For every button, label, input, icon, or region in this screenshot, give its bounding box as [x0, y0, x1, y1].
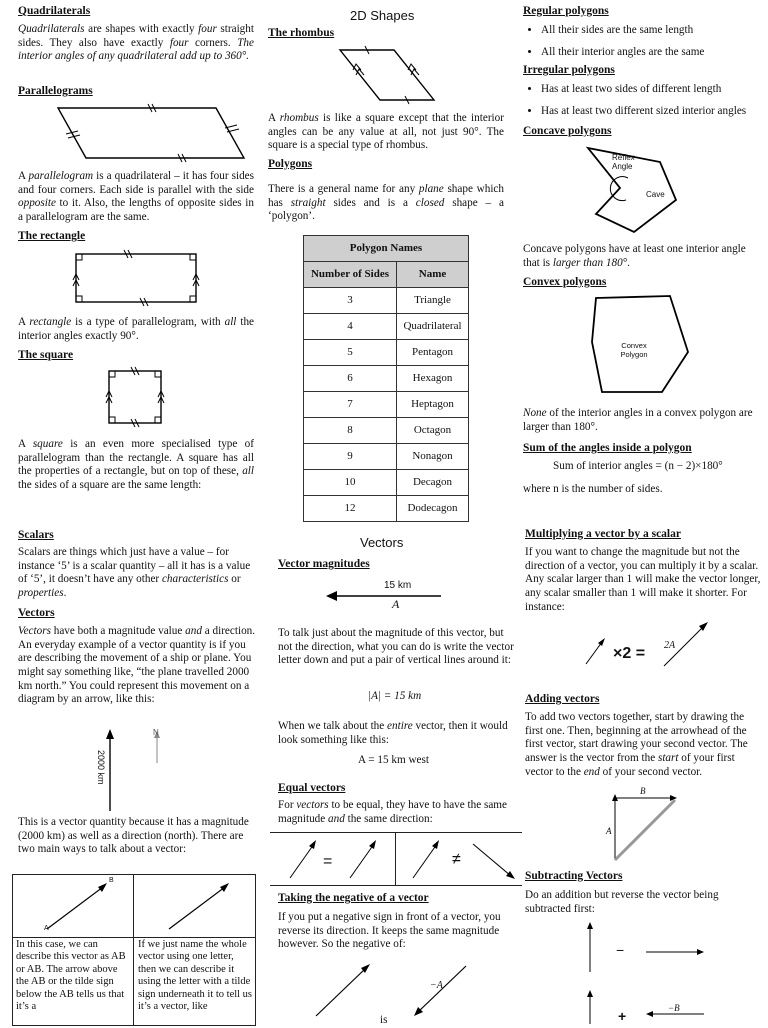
magnitude-equation: |A| = 15 km	[368, 690, 422, 702]
vector-a-diagram	[310, 960, 380, 1020]
parallelogram-diagram	[50, 104, 250, 164]
convex-polygon-label: Convex Polygon	[620, 341, 648, 359]
vector-a-arrow	[163, 877, 243, 935]
magnitude-text: To talk just about the magnitude of this vector, but not the direction, what you can do is write the vector letter down and put a pair of vertical lines around it:	[278, 627, 514, 667]
concave-text: Concave polygons have at least one interior angle that is larger than 180°.	[523, 243, 746, 269]
heading-adding-vectors: Adding vectors	[525, 693, 600, 705]
table-cell: Decagon	[397, 470, 469, 496]
heading-rhombus: The rhombus	[268, 27, 335, 39]
magnitude-label: 15 km	[384, 580, 412, 591]
cave-label: Cave	[646, 190, 665, 199]
vector-addition-diagram	[605, 786, 695, 866]
irregular-polygons-list	[523, 83, 768, 126]
square-diagram	[103, 367, 165, 427]
list-item: • All their interior angles are the same	[541, 46, 768, 60]
heading-vectors: Vectors	[18, 607, 55, 619]
scalars-text: Scalars are things which just have a value – for instance ‘5’ is a scalar quantity – all it has is a value of ‘5’, it doesn’t have any other characteristics or properties.	[18, 546, 251, 599]
ab-notation-text: In this case, we can describe this vector as AB or AB. The arrow above the AB or the tilde sign below the AB tells us that it’s a	[16, 939, 126, 1012]
table-cell: 5	[304, 340, 397, 366]
regular-polygons-list	[523, 24, 768, 67]
north-label: N	[153, 728, 159, 737]
heading-equal-vectors: Equal vectors	[278, 782, 346, 794]
multiplying-text: If you want to change the magnitude but not the direction of a vector, you can multiply it by a scalar. Any scalar larger than 1 will make the vector longer, any scalar smaller than 1 will make it shorter. For instance:	[525, 546, 761, 613]
table-cell: Quadrilateral	[397, 314, 469, 340]
convex-text: None of the interior angles in a convex polygon are larger than 180°.	[523, 407, 753, 433]
vector-length-label: 2000 km	[96, 750, 106, 785]
equal-vectors-text: For vectors to be equal, they have to have the same magnitude and the same direction:	[278, 799, 507, 825]
table-row	[304, 288, 469, 314]
entire-vector-text: When we talk about the entire vector, then it would look something like this:	[278, 720, 508, 746]
table-row	[304, 314, 469, 340]
subtracting-text: Do an addition but reverse the vector being subtracted first:	[525, 889, 719, 915]
vector-subtraction-diagram	[580, 920, 730, 1024]
vector-b-label: B	[640, 786, 646, 796]
vector-a-label: A	[606, 826, 612, 836]
negative-vector-text: If you put a negative sign in front of a vector, you reverse its direction. It keeps the same magnitude however. So the negative of:	[278, 911, 501, 951]
page-title: 2D Shapes	[350, 8, 415, 23]
heading-parallelograms: Parallelograms	[18, 85, 93, 97]
heading-rectangle: The rectangle	[18, 230, 86, 242]
table-cell: 9	[304, 444, 397, 470]
rhombus-text: A rhombus is like a square except that the interior angles can be any value at all, not just 90°. The square is a special type of rhombus.	[268, 112, 504, 152]
heading-subtracting-vectors: Subtracting Vectors	[525, 870, 623, 882]
rhombus-diagram	[336, 44, 440, 106]
table-cell: 6	[304, 366, 397, 392]
heading-sum-of-angles: Sum of the angles inside a polygon	[523, 442, 692, 454]
vector-a-label: A	[392, 597, 400, 611]
table-cell: Hexagon	[397, 366, 469, 392]
heading-multiplying-vector: Multiplying a vector by a scalar	[525, 528, 681, 540]
table-cell: 12	[304, 496, 397, 522]
negative-vector-diagram	[410, 960, 480, 1020]
scalar-multiplication-diagram	[580, 620, 720, 670]
heading-convex-polygons: Convex polygons	[523, 276, 607, 288]
table-cell: Dodecagon	[397, 496, 469, 522]
divider	[395, 832, 396, 885]
equal-vectors-diagram	[280, 838, 390, 882]
unequal-vectors-diagram	[405, 838, 520, 882]
list-item: • Has at least two different sized interior angles	[541, 105, 768, 119]
table-cell: 10	[304, 470, 397, 496]
not-equals-sign: ≠	[452, 851, 461, 868]
minus-sign: −	[616, 942, 625, 958]
heading-negative-vector: Taking the negative of a vector	[278, 892, 429, 904]
table-cell: 4	[304, 314, 397, 340]
sum-text: where n is the number of sides.	[523, 483, 663, 495]
table-cell: Octagon	[397, 418, 469, 444]
times-two-label: ×2 =	[613, 645, 646, 662]
vectors-title: Vectors	[360, 535, 404, 550]
vector-notation-box	[12, 874, 256, 1026]
sum-formula: Sum of interior angles = (n − 2)×180°	[553, 460, 723, 472]
heading-regular-polygons: Regular polygons	[523, 5, 609, 17]
table-row	[304, 470, 469, 496]
divider	[270, 885, 522, 886]
divider	[270, 832, 522, 833]
heading-polygons: Polygons	[268, 158, 313, 170]
table-cell: 7	[304, 392, 397, 418]
rectangle-diagram	[70, 250, 205, 305]
plus-sign: +	[618, 1008, 627, 1024]
quadrilaterals-text: Quadrilaterals are shapes with exactly four straight sides. They also have exactly four corners. The interior angles of any quadrilateral add up to 360°.	[18, 23, 254, 63]
vectors-text: Vectors have both a magnitude value and a direction. An everyday example of a vector quantity is if you are describing the movement of a ship or plane. You might say something like, “the plane travelled 2000 km north.” You could represent this movement on a diagram by an arrow, like this:	[18, 625, 256, 706]
square-text: A square is an even more specialised type of parallelogram than the rectangle. A square has all the properties of a rectangle, but on top of these, all the sides of a square are the same length:	[18, 438, 255, 491]
north-vector-diagram	[100, 725, 170, 815]
reflex-angle-label: Reflex Angle	[612, 153, 635, 172]
heading-irregular-polygons: Irregular polygons	[523, 64, 615, 76]
a-notation-text: If we just name the whole vector using one letter, then we can describe it using the letter with a tilde sign underneath it to tell us it’s a vector, like	[138, 939, 253, 1012]
table-cell: 8	[304, 418, 397, 444]
entire-vector-equation: A = 15 km west	[358, 754, 429, 766]
point-a-label: A	[44, 925, 49, 932]
heading-square: The square	[18, 349, 74, 361]
table-title: Polygon Names	[304, 236, 469, 262]
vector-ab-arrow	[41, 877, 121, 935]
negative-a-label: −A	[430, 980, 443, 991]
equals-sign: =	[323, 853, 333, 870]
table-cell: Heptagon	[397, 392, 469, 418]
list-item: • Has at least two sides of different length	[541, 83, 768, 97]
rectangle-text: A rectangle is a type of parallelogram, with all the interior angles exactly 90°.	[18, 316, 255, 342]
polygons-text: There is a general name for any plane shape which has straight sides and is a closed shape – a ‘polygon’.	[268, 183, 504, 223]
table-cell: 3	[304, 288, 397, 314]
table-row	[304, 444, 469, 470]
table-row	[304, 366, 469, 392]
table-cell: Pentagon	[397, 340, 469, 366]
point-b-label: B	[109, 877, 114, 884]
table-cell: Nonagon	[397, 444, 469, 470]
parallelogram-text: A parallelogram is a quadrilateral – it has four sides and four corners. Each side is parallel with the side opposite to it. Also, the lengths of opposite sides in a parallelogram are the same.	[18, 170, 254, 223]
table-row	[304, 392, 469, 418]
table-row	[304, 496, 469, 522]
table-header: Name	[397, 262, 469, 288]
heading-scalars: Scalars	[18, 529, 54, 541]
vector-quantity-text: This is a vector quantity because it has a magnitude (2000 km) as well as a direction (north). There are two main ways to talk about a vector:	[18, 816, 249, 856]
heading-quadrilaterals: Quadrilaterals	[18, 5, 91, 17]
heading-concave-polygons: Concave polygons	[523, 125, 612, 137]
table-row	[304, 418, 469, 444]
adding-text: To add two vectors together, start by drawing the first one. Then, beginning at the arrowhead of the first vector, start drawing your second vector. The answer is the vector from the start of your first vector to the end of your second vector.	[525, 711, 748, 778]
two-a-label: 2A	[664, 640, 676, 651]
list-item: • All their sides are the same length	[541, 24, 768, 38]
polygon-names-table	[303, 235, 469, 522]
table-cell: Triangle	[397, 288, 469, 314]
table-header: Number of Sides	[304, 262, 397, 288]
heading-vector-magnitudes: Vector magnitudes	[278, 558, 370, 570]
is-label: is	[380, 1014, 388, 1026]
table-row	[304, 340, 469, 366]
negative-b-label: −B	[668, 1003, 680, 1013]
